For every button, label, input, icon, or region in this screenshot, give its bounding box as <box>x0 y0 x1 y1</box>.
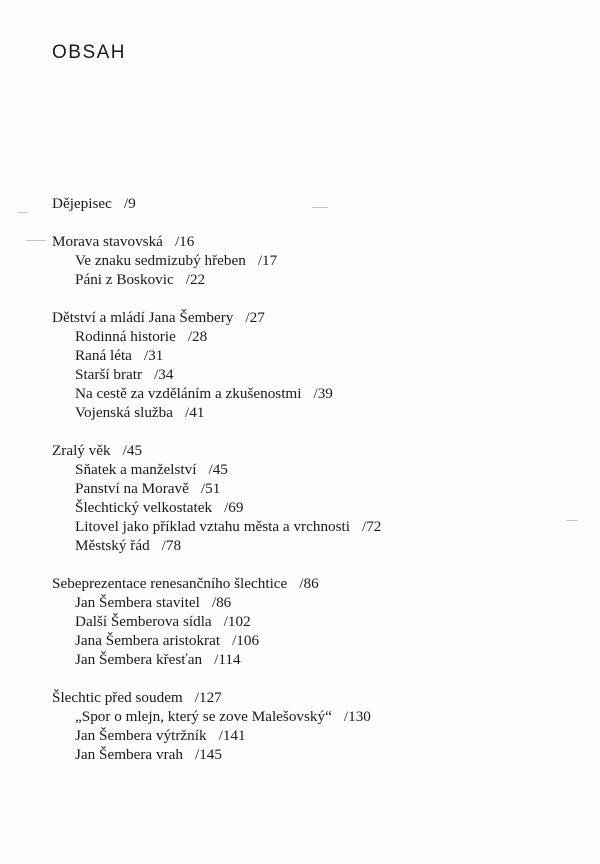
subentry-label: Další Šemberova sídla <box>75 613 212 630</box>
toc-section <box>52 441 572 555</box>
page-title: OBSAH <box>52 42 127 63</box>
toc-entry <box>52 441 572 460</box>
toc-entry <box>52 194 572 213</box>
page-number: /127 <box>194 689 222 706</box>
toc-subentry <box>52 631 572 650</box>
toc-subentry <box>52 517 572 536</box>
toc-subentry <box>52 346 572 365</box>
toc-section <box>52 574 572 669</box>
page-number: /28 <box>187 328 208 345</box>
subentry-label: Jan Šembera křesťan <box>75 651 203 668</box>
subentry-label: Na cestě za vzděláním a zkušenostmi <box>75 385 302 402</box>
toc-subentry <box>52 251 572 270</box>
table-of-contents <box>52 194 572 783</box>
page-number: /9 <box>123 195 136 212</box>
subentry-label: Raná léta <box>75 347 132 364</box>
toc-entry <box>52 232 572 251</box>
page-number: /86 <box>299 575 319 592</box>
entry-label: Sebeprezentace renesančního šlechtice <box>52 575 288 592</box>
scan-mark <box>18 212 28 213</box>
page-number: /69 <box>224 499 244 516</box>
toc-subentry <box>52 479 572 498</box>
page-number: /16 <box>174 233 195 250</box>
page-number: /78 <box>161 537 182 554</box>
page-number: /145 <box>194 746 222 763</box>
page-number: /27 <box>245 309 265 326</box>
subentry-label: „Spor o mlejn, který se zove Malešovský“ <box>75 708 332 725</box>
toc-subentry <box>52 726 572 745</box>
toc-subentry <box>52 593 572 612</box>
toc-section <box>52 194 572 213</box>
subentry-label: Jan Šembera stavitel <box>75 594 200 611</box>
subentry-label: Starší bratr <box>75 366 143 383</box>
toc-subentry <box>52 650 572 669</box>
page-number: /17 <box>257 252 278 269</box>
toc-section <box>52 308 572 422</box>
page-number: /45 <box>208 461 228 478</box>
subentry-label: Městský řád <box>75 537 150 554</box>
page-number: /130 <box>343 708 371 725</box>
page-number: /22 <box>185 271 206 288</box>
toc-subentry <box>52 498 572 517</box>
toc-subentry <box>52 327 572 346</box>
page-number: /72 <box>361 518 382 535</box>
page-number: /31 <box>143 347 164 364</box>
page-number: /41 <box>185 404 205 421</box>
toc-subentry <box>52 270 572 289</box>
toc-entry <box>52 574 572 593</box>
entry-label: Dějepisec <box>52 195 112 212</box>
page-number: /51 <box>200 480 221 497</box>
subentry-label: Jana Šembera aristokrat <box>75 632 221 649</box>
scan-mark <box>26 240 46 241</box>
toc-subentry <box>52 707 572 726</box>
entry-label: Morava stavovská <box>52 233 163 250</box>
page-number: /106 <box>232 632 260 649</box>
entry-label: Šlechtic před soudem <box>52 689 183 706</box>
scan-mark <box>312 207 328 208</box>
page-number: /34 <box>154 366 174 383</box>
toc-subentry <box>52 536 572 555</box>
toc-entry <box>52 688 572 707</box>
page-number: /102 <box>223 613 251 630</box>
page-number: /114 <box>214 651 241 668</box>
toc-section <box>52 688 572 764</box>
subentry-label: Jan Šembera vrah <box>75 746 183 763</box>
subentry-label: Sňatek a manželství <box>75 461 197 478</box>
toc-subentry <box>52 403 572 422</box>
toc-subentry <box>52 745 572 764</box>
toc-entry <box>52 308 572 327</box>
page-number: /45 <box>122 442 143 459</box>
subentry-label: Vojenská služba <box>75 404 173 421</box>
entry-label: Dětství a mládí Jana Šembery <box>52 309 234 326</box>
scan-mark <box>566 520 578 521</box>
toc-subentry <box>52 384 572 403</box>
subentry-label: Jan Šembera výtržník <box>75 727 207 744</box>
toc-section <box>52 232 572 289</box>
page-number: /39 <box>313 385 333 402</box>
subentry-label: Šlechtický velkostatek <box>75 499 213 516</box>
entry-label: Zralý věk <box>52 442 111 459</box>
page-number: /141 <box>218 727 246 744</box>
page-number: /86 <box>211 594 232 611</box>
subentry-label: Rodinná historie <box>75 328 176 345</box>
toc-subentry <box>52 365 572 384</box>
subentry-label: Litovel jako příklad vztahu města a vrchnosti <box>75 518 350 535</box>
toc-subentry <box>52 460 572 479</box>
subentry-label: Ve znaku sedmizubý hřeben <box>75 252 246 269</box>
subentry-label: Páni z Boskovic <box>75 271 174 288</box>
subentry-label: Panství na Moravě <box>75 480 189 497</box>
toc-subentry <box>52 612 572 631</box>
